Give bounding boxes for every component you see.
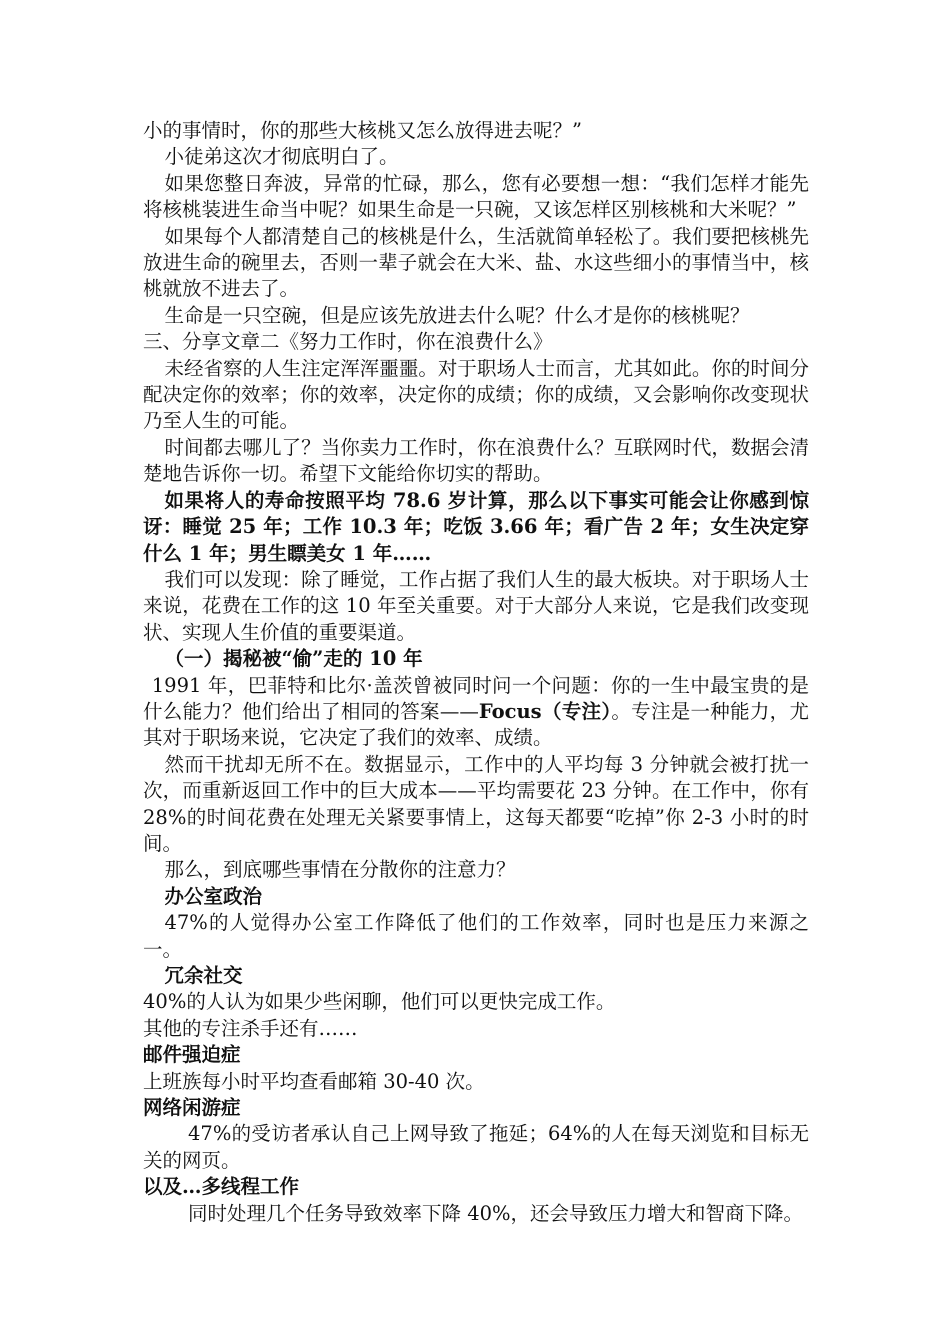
paragraph-email-stat: 上班族每小时平均查看邮箱 30-40 次。 — [143, 1069, 485, 1093]
paragraph-multithreading-stat: 同时处理几个任务导致效率下降 40%，还会导致压力增大和智商下降。 — [188, 1201, 804, 1225]
section-heading-article-two: 三、分享文章二《努力工作时，你在浪费什么》 — [143, 330, 553, 354]
subheading-stolen-ten-years: （一）揭秘被“偷”走的 10 年 — [164, 647, 423, 671]
heading-multithreading: 以及…多线程工作 — [143, 1175, 300, 1199]
paragraph-walnut-ending: 小的事情时，你的那些大核桃又怎么放得进去呢？” — [143, 119, 582, 142]
paragraph-busy-question: 如果您整日奔波，异常的忙碌，那么，您有必要想一想：“我们怎样才能先将核桃装进生命当中呢？如果生命是一只碗，又该怎样区别核桃和大米呢？” — [143, 171, 809, 222]
heading-email-compulsion: 邮件强迫症 — [143, 1043, 241, 1067]
heading-redundant-socializing: 冗余社交 — [164, 964, 243, 987]
paragraph-web-wandering-stat: 47%的受访者承认自己上网导致了拖延；64%的人在每天浏览和目标无关的网页。 — [143, 1122, 809, 1172]
focus-term: Focus（专注） — [478, 699, 612, 723]
buffett-gates-text: 1991 年，巴菲特和比尔·盖茨曾被同时问一个问题：你的一生中最宝贵的是什么能力？他们给出了相同的答案—— — [143, 673, 809, 723]
focus-explanation: 。专注是一种能力，尤其对于职场来说，它决定了我们的效率、成绩。 — [143, 699, 809, 750]
paragraph-chatting-stat: 40%的人认为如果少些闲聊，他们可以更快完成工作。 — [143, 990, 616, 1014]
paragraph-know-your-walnut: 如果每个人都清楚自己的核桃是什么，生活就简单轻松了。我们要把核桃先放进生命的碗里去，否则一辈子就会在大米、盐、水这些细小的事情当中，核桃就放不进去了。 — [143, 224, 809, 301]
paragraph-interruptions: 然而干扰却无所不在。数据显示，工作中的人平均每 3 分钟就会被打扰一次，而重新返回工作中的巨大成本——平均需要花 23 分钟。在工作中，你有 28%的时间花费在处理无关紧要事情上，这每天都要“吃掉”你 2-3 小时的时间。 — [143, 752, 809, 855]
paragraph-unexamined-life: 未经省察的人生注定浑浑噩噩。对于职场人士而言，尤其如此。你的时间分配决定你的效率；你的效率，决定你的成绩；你的成绩，又会影响你改变现状乃至人生的可能。 — [143, 356, 809, 433]
heading-office-politics: 办公室政治 — [164, 884, 262, 908]
paragraph-what-distracts: 那么，到底哪些事情在分散你的注意力？ — [164, 858, 516, 882]
heading-web-wandering: 网络闲游症 — [143, 1096, 241, 1120]
document-page — [143, 118, 809, 1227]
paragraph-where-time-goes: 时间都去哪儿了？当你卖力工作时，你在浪费什么？互联网时代，数据会清楚地告诉你一切。希望下文能给你切实的帮助。 — [143, 435, 809, 486]
paragraph-lifespan-facts: 如果将人的寿命按照平均 78.6 岁计算，那么以下事实可能会让你感到惊讶：睡觉 25 年；工作 10.3 年；吃饭 3.66 年；看广告 2 年；女生决定穿什么 1 年；男生瞟美女 1 年…… — [143, 488, 809, 565]
paragraph-disciple-understood: 小徒弟这次才彻底明白了。 — [164, 145, 399, 169]
paragraph-buffett-gates — [143, 673, 809, 752]
paragraph-empty-bowl: 生命是一只空碗，但是应该先放进去什么呢？什么才是你的核桃呢？ — [164, 303, 750, 327]
paragraph-other-focus-killers: 其他的专注杀手还有…… — [143, 1016, 358, 1040]
paragraph-work-largest-block: 我们可以发现：除了睡觉，工作占据了我们人生的最大板块。对于职场人士来说，花费在工作的这 10 年至关重要。对于大部分人来说，它是我们改变现状、实现人生价值的重要渠道。 — [143, 567, 809, 644]
paragraph-office-politics-stat: 47%的人觉得办公室工作降低了他们的工作效率，同时也是压力来源之一。 — [143, 911, 809, 961]
